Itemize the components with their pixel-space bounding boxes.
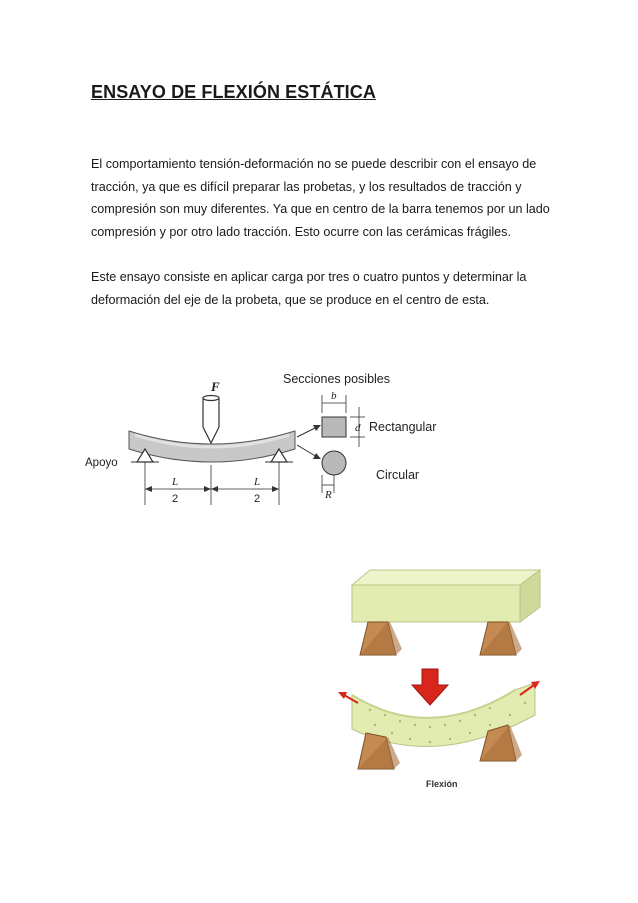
- beam-top-face: [352, 570, 540, 585]
- support-label: Apoyo: [85, 457, 118, 469]
- sections-title: Secciones posibles: [283, 372, 391, 386]
- rectangular-section: [322, 417, 346, 437]
- force-label: F: [211, 379, 220, 394]
- right-span-label: L: [254, 476, 261, 488]
- figure-caption: Flexión: [426, 779, 458, 789]
- depth-label: d: [355, 422, 361, 434]
- load-applicator: [203, 398, 219, 443]
- width-label: b: [331, 390, 337, 402]
- bending-diagram: [85, 365, 455, 525]
- flexion-illustration: [330, 565, 545, 800]
- radius-label: R: [325, 489, 332, 501]
- paragraph-2: Este ensayo consiste en aplicar carga por tres o cuatro puntos y determinar la deformación del eje de la probeta, que se produce en el centro de esta.: [91, 270, 527, 307]
- circular-section: [322, 451, 346, 475]
- document-title: ENSAYO DE FLEXIÓN ESTÁTICA: [91, 82, 376, 102]
- load-arrow: [412, 669, 448, 705]
- paragraph-1: El comportamiento tensión-deformación no se puede describir con el ensayo de tracción, ya que es difícil preparar las probetas, y los resultados de tracción y compresión son muy diferentes. Ya que en centro de la barra tenemos por un lado compresión y por otro lado tracción. Esto ocurre con las cerámicas frágiles.: [91, 157, 550, 240]
- left-span-label: L: [172, 476, 179, 488]
- circular-label: Circular: [376, 468, 420, 482]
- rectangular-label: Rectangular: [369, 420, 437, 434]
- beam-front: [352, 585, 520, 622]
- left-span-den: 2: [172, 493, 179, 505]
- right-span-den: 2: [254, 493, 261, 505]
